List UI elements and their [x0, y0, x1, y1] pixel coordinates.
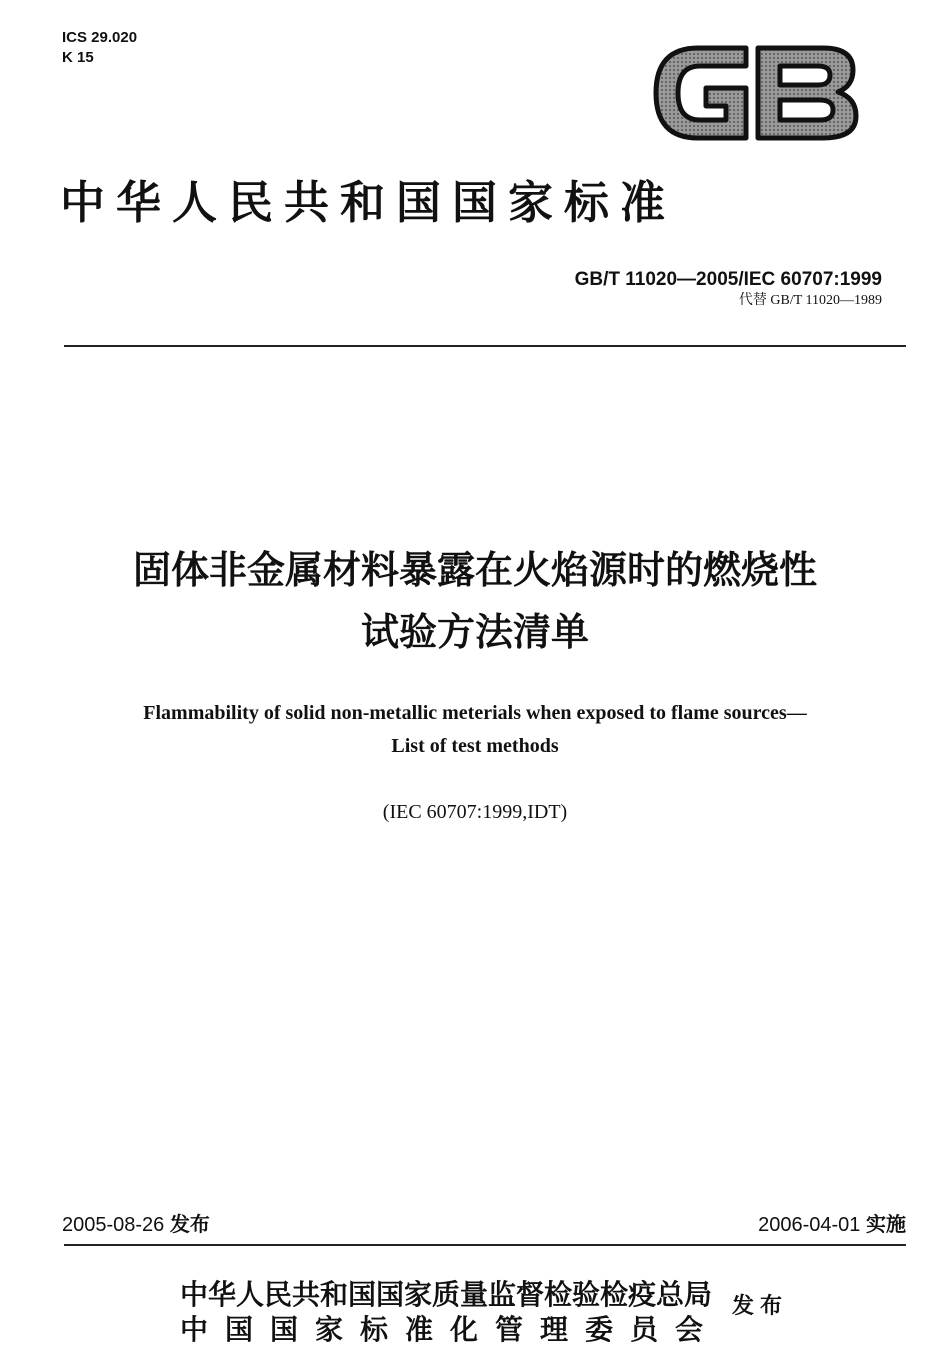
gb-logo — [648, 40, 863, 146]
replaces-standard: 代替 GB/T 11020—1989 — [738, 293, 882, 308]
iec-equivalence: (IEC 60707:1999,IDT) — [382, 801, 568, 823]
issuer-org1: 中华人民共和国国家质量监督检验检疫总局 — [180, 1278, 713, 1311]
classification-code: K 15 — [62, 49, 94, 66]
chinese-title-line1: 固体非金属材料暴露在火焰源时的燃烧性 — [132, 548, 817, 592]
effective-date-value: 2006-04-01 — [758, 1214, 861, 1236]
english-title-line2: List of test methods — [391, 735, 559, 757]
issue-date-value: 2005-08-26 — [62, 1214, 165, 1236]
ics-number: ICS 29.020 — [62, 29, 138, 46]
issue-date — [62, 1210, 210, 1239]
effective-label: 实施 — [866, 1212, 906, 1236]
footer-divider — [64, 1244, 906, 1246]
effective-date — [758, 1210, 906, 1239]
english-title-line1: Flammability of solid non-metallic meterials when exposed to flame sources— — [143, 702, 807, 724]
issuer-org2: 中国国家标准化管理委员会 — [180, 1313, 721, 1346]
standard-title: 中华人民共和国国家标准 — [60, 176, 677, 229]
chinese-title-line2: 试验方法清单 — [360, 610, 589, 654]
publish-label: 发布 — [732, 1293, 789, 1319]
ics-code — [62, 28, 137, 68]
header-divider — [64, 345, 906, 347]
issue-label: 发布 — [169, 1212, 210, 1236]
standard-number: GB/T 11020—2005/IEC 60707:1999 — [574, 269, 882, 290]
